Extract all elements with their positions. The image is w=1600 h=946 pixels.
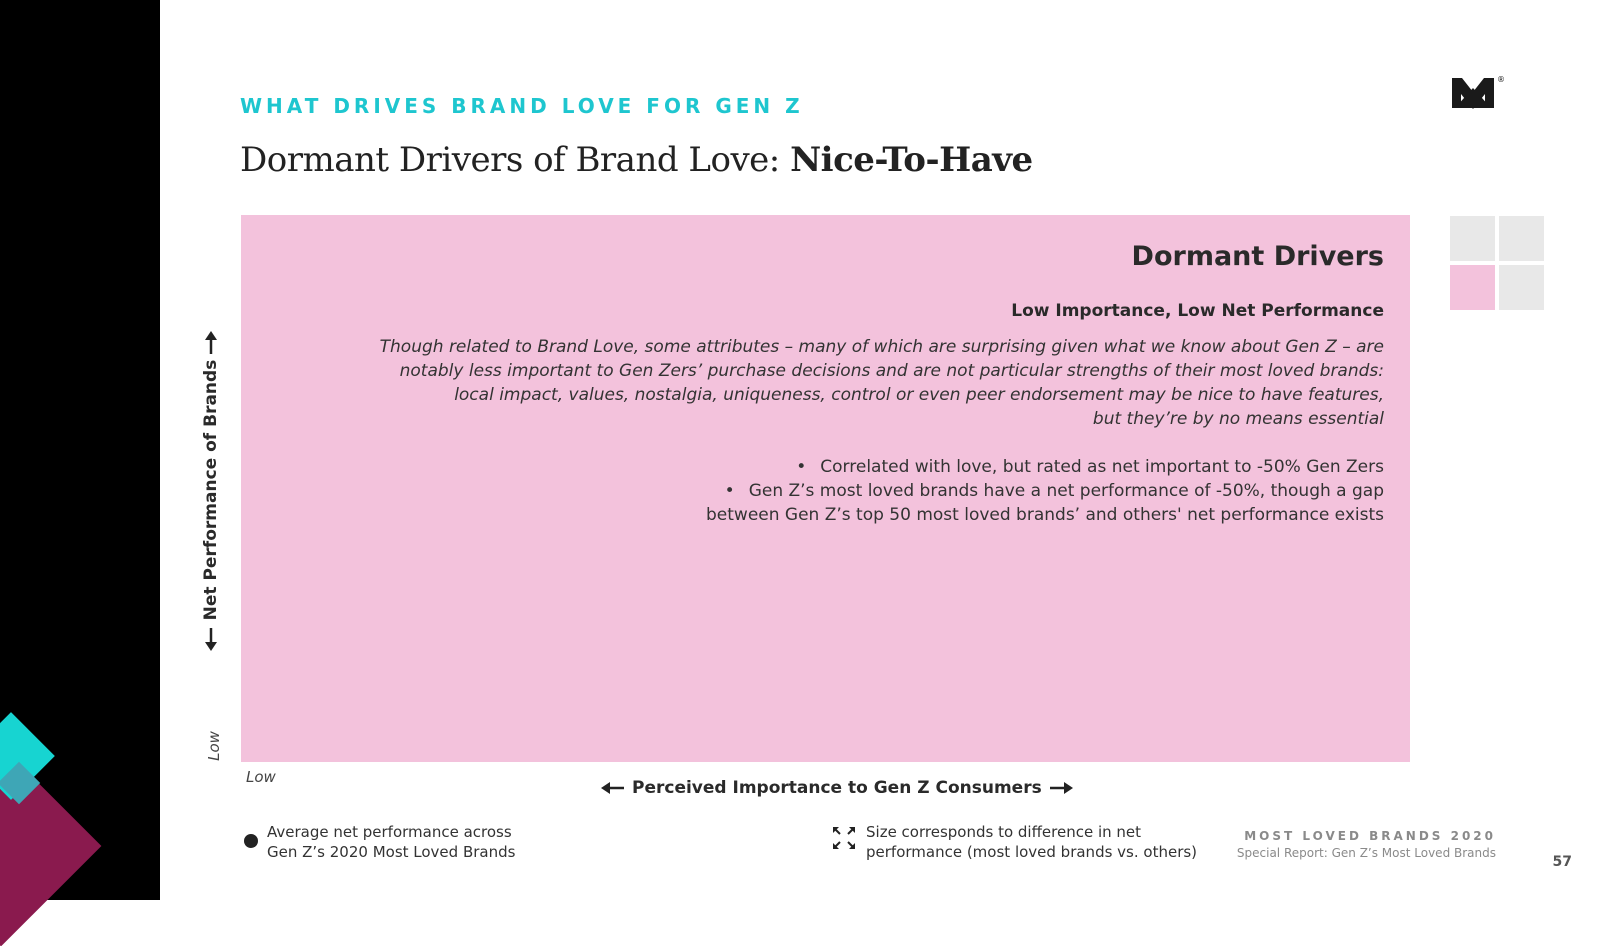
quadrant-mini-grid [1450,216,1544,310]
registered-mark: ® [1497,75,1505,84]
legend-size-line: Size corresponds to difference in net [866,823,1142,841]
dormant-drivers-panel [241,215,1410,762]
legend-average [267,822,515,862]
m-logo-icon [1452,74,1505,116]
average-dot-icon [244,834,258,848]
page-title-bold: Nice-To-Have [790,140,1033,180]
description-line: notably less important to Gen Zers’ purchase decisions and are not particular strengths of their most loved brands: [399,361,1384,381]
left-arrow-icon [600,779,626,797]
x-axis-label: Perceived Importance to Gen Z Consumers [632,778,1042,798]
bullet-item: • Gen Z’s most loved brands have a net performance of -50%, though a gap [584,479,1384,503]
panel-bullet-list [584,455,1384,527]
page-title-regular: Dormant Drivers of Brand Love: [240,140,791,180]
bullet-item-continuation: between Gen Z’s top 50 most loved brands’ and others' net performance exists [706,505,1384,525]
quadrant-top-left [1450,216,1495,261]
expand-arrows-icon [832,826,856,850]
panel-description [324,335,1384,431]
section-kicker: WHAT DRIVES BRAND LOVE FOR GEN Z [240,94,804,118]
down-arrow-icon [202,626,220,652]
quadrant-bottom-left-active [1450,265,1495,310]
page-title [240,140,1033,180]
panel-heading: Dormant Drivers [1131,241,1384,272]
panel-subheading: Low Importance, Low Net Performance [1011,301,1384,321]
legend-average-line: Average net performance across [267,823,512,841]
bullet-item: • Correlated with love, but rated as net important to -50% Gen Zers [584,455,1384,479]
legend-average-line: Gen Z’s 2020 Most Loved Brands [267,843,516,861]
description-line: local impact, values, nostalgia, uniqueness, control or even peer endorsement may be nice to have features, [454,385,1384,405]
left-sidebar-bar [0,0,160,900]
footer-subtitle: Special Report: Gen Z’s Most Loved Brands [1236,846,1496,860]
right-arrow-icon [1048,779,1074,797]
legend-size [866,822,1197,862]
description-line: but they’re by no means essential [1092,409,1384,429]
legend-size-line: performance (most loved brands vs. others) [866,843,1198,861]
y-axis-label: Net Performance of Brands [201,359,221,621]
x-axis [600,776,1074,800]
description-line: Though related to Brand Love, some attributes – many of which are surprising given what we know about Gen Z – are [379,337,1384,357]
y-axis-low-label: Low [205,731,223,761]
quadrant-top-right [1499,216,1544,261]
x-axis-low-label: Low [246,768,276,786]
quadrant-bottom-right [1499,265,1544,310]
page-number: 57 [1552,854,1572,870]
footer-brand: MOST LOVED BRANDS 2020 [1244,829,1496,843]
up-arrow-icon [202,330,220,356]
